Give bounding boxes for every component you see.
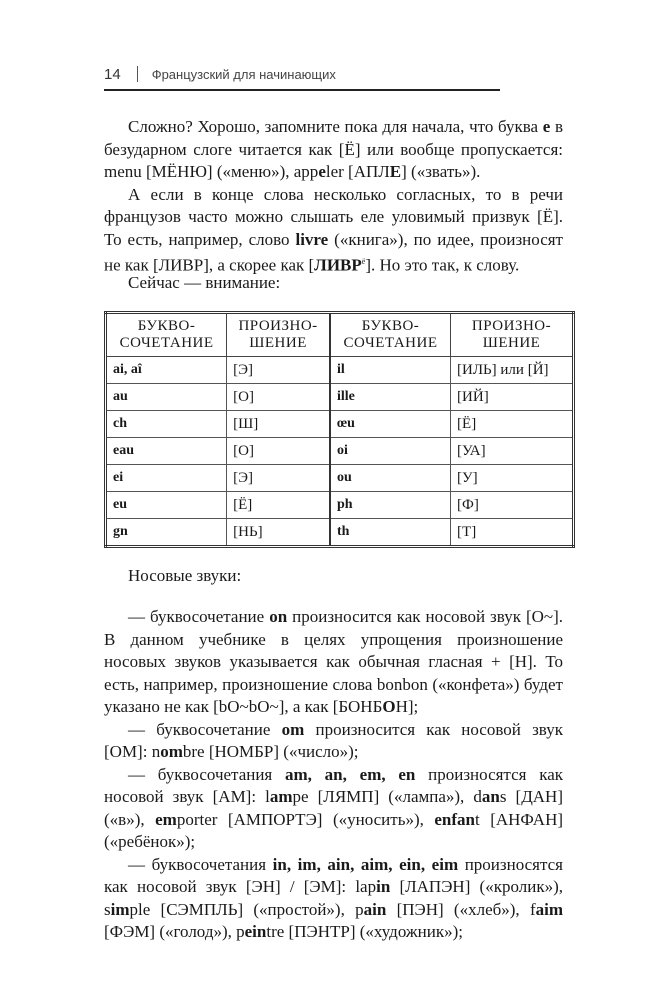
cell-combination: au <box>106 384 227 411</box>
table-row <box>106 411 574 438</box>
cell-pronunciation: [Э] <box>227 465 330 492</box>
cell-pronunciation: [О] <box>227 384 330 411</box>
col-header-combination-1: БУКВО- СОЧЕТАНИЕ <box>106 313 227 357</box>
table-row <box>106 465 574 492</box>
cell-pronunciation: [Ё] <box>227 492 330 519</box>
intro-paragraph-1: Сложно? Хорошо, запомните пока для начала, что буква e в безударном слоге читается как [Ё] или вообще пропускается: menu [МЁНЮ] («меню»), appeler [АПЛЕ] («звать»). <box>104 117 563 181</box>
table-row <box>106 438 574 465</box>
cell-combination: ei <box>106 465 227 492</box>
cell-combination: ch <box>106 411 227 438</box>
nasal-sounds-label: Носовые звуки: <box>128 566 242 585</box>
nasal-sounds-text <box>104 606 563 944</box>
letter-combination-table <box>104 311 575 548</box>
cell-combination: ai, aî <box>106 357 227 384</box>
table-header-row <box>106 313 574 357</box>
nasal-paragraph-om: — буквосочетание om произносится как носовой звук [ОМ]: nombre [НОМБР] («число»); <box>104 719 563 761</box>
cell-pronunciation: [Э] <box>227 357 330 384</box>
cell-combination: œu <box>330 411 451 438</box>
cell-pronunciation: [О] <box>227 438 330 465</box>
cell-combination: eau <box>106 438 227 465</box>
table-row <box>106 357 574 384</box>
col-header-pronunciation-1: ПРОИЗНО- ШЕНИЕ <box>227 313 330 357</box>
nasal-paragraph-in-im: — буквосочетания in, im, ain, aim, ein, eim произносятся как носовой звук [ЭН] / [ЭМ]: lapin [ЛАПЭН] («кролик»), simple [СЭМПЛЬ] («простой»), pain [ПЭН] («хлеб»), faim [ФЭМ] («голод»), peintre [ПЭНТР] («художник»); <box>104 854 564 941</box>
cell-pronunciation: [НЬ] <box>227 519 330 547</box>
table-row <box>106 519 574 547</box>
cell-pronunciation: [ИЛЬ] или [Й] <box>451 357 574 384</box>
cell-combination: il <box>330 357 451 384</box>
table-body <box>106 357 574 547</box>
table-row <box>106 492 574 519</box>
cell-combination: ille <box>330 384 451 411</box>
cell-pronunciation: [ИЙ] <box>451 384 574 411</box>
nasal-paragraph-am-an: — буквосочетания am, an, em, en произносятся как носовой звук [АМ]: lampe [ЛЯМП] («лампа»), dans [ДАН] («в»), emporter [АМПОРТЭ] («уносить»), enfant [АНФАН] («ребёнок»); <box>104 764 564 851</box>
book-title: Французский для начинающих <box>151 66 336 82</box>
cell-combination: eu <box>106 492 227 519</box>
col-header-combination-2: БУКВО- СОЧЕТАНИЕ <box>330 313 451 357</box>
cell-combination: ou <box>330 465 451 492</box>
header-separator <box>137 66 138 82</box>
cell-pronunciation: [У] <box>451 465 574 492</box>
running-header <box>104 64 498 84</box>
cell-pronunciation: [Ф] <box>451 492 574 519</box>
intro-paragraph-2: А если в конце слова несколько согласных, то в речи французов часто можно слышать еле уловимый призвук [Ё]. То есть, например, слово livre («книга»), по идее, произносят не как [ЛИВР], а скорее как $[ЛИВР^ё]$. Но это так, к слову. <box>104 184 563 275</box>
intro-text <box>104 116 563 277</box>
cell-combination: oi <box>330 438 451 465</box>
nasal-paragraph-on: — буквосочетание on произносится как носовой звук [О~]. В данном учебнике в целях упрощения произношение носовых звуков указывается как обычная гласная + [Н]. То есть, например, произношение слова bonbon («конфета») будет указано не как [bО~bО~], а как [БОНБОН]; <box>104 607 563 716</box>
page-number: 14 <box>104 65 121 83</box>
cell-combination: gn <box>106 519 227 547</box>
col-header-pronunciation-2: ПРОИЗНО- ШЕНИЕ <box>451 313 574 357</box>
attention-label: Сейчас — внимание: <box>128 273 281 292</box>
cell-pronunciation: [УА] <box>451 438 574 465</box>
cell-combination: th <box>330 519 451 547</box>
cell-pronunciation: [Т] <box>451 519 574 547</box>
cell-pronunciation: [Ш] <box>227 411 330 438</box>
cell-pronunciation: [Ё] <box>451 411 574 438</box>
cell-combination: ph <box>330 492 451 519</box>
table-row <box>106 384 574 411</box>
header-rule <box>104 89 500 91</box>
